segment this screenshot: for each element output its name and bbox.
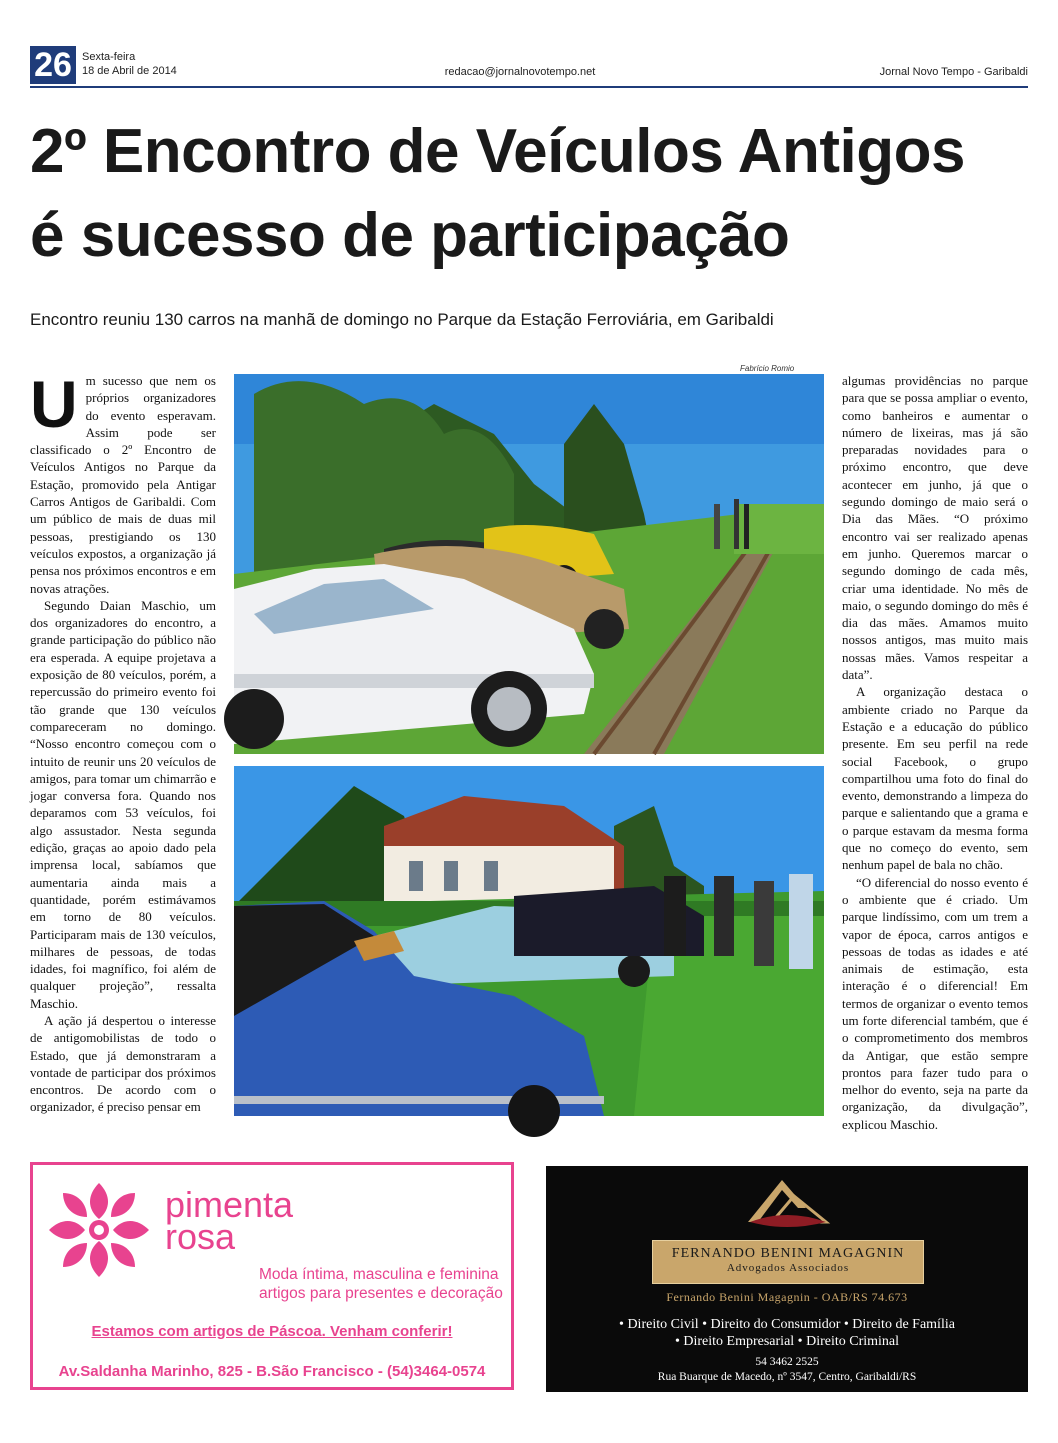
paragraph: m sucesso que nem os próprios organizadores do evento esperavam. Assim pode ser classificado o 2º Encontro de Veículos Antigos no Parque da Estação, promovido pela Antigar Carros Antigos de Garibaldi. Com um público de mais de duas mil pessoas, prestigiando os 130 veículos expostos, a organização já pensa nos próximos encontros e em novas atrações.	[30, 373, 216, 596]
easter-promo: Estamos com artigos de Páscoa. Venham conferir!	[91, 1323, 453, 1340]
article-column-1	[30, 367, 216, 1122]
headline-line-2: é sucesso de participação	[30, 201, 790, 270]
headline-line-1: 2º Encontro de Veículos Antigos	[30, 117, 965, 186]
photo-credit: Fabrício Romio	[740, 364, 795, 373]
paragraph: A ação já despertou o interesse de antigomobilistas de todo o Estado, que já demonstraram a vontade de participar dos próximos encontros. De acordo com o organizador, é preciso pensar em	[30, 1012, 216, 1115]
paragraph: “O diferencial do nosso evento é o ambiente que é criado. Um parque lindíssimo, com um trem a vapor de época, carros antigos e pessoas de todas as idades e até animais de estimação, esta interação é o diferencial! Em termos de organizar o evento temos um forte diferencial também, que é o comprometimento dos membros da Antigar, que estão sempre prontos para fazer tudo para o melhor do evento, seja na parte da organização, da divulgação”, explicou Maschio.	[842, 874, 1028, 1132]
paragraph: Segundo Daian Maschio, um dos organizadores do encontro, a grande participação do público não era esperada. A equipe projetava a exposição de 80 veículos, porém, a repercussão do primeiro evento foi tão grande que 130 veículos compareceram no domingo. “Nosso encontro começou com o intuito de reunir uns 20 veículos de amigos, para tomar um chimarrão e jogar conversa fora. Quando nos deparamos com 53 veículos, foi algo assustador. Nesta segunda edição, graças ao apoio dado pela imprensa local, sabíamos que aumentaria ainda mais a quantidade, porém estimávamos em torno de 80 veículos. Participaram mais de 130 veículos, milhares de pessoas, de todas idades, foi magnífico, foi além de qualquer projeção”, ressalta Maschio.	[30, 597, 216, 1011]
photo-station-and-cars-image	[234, 766, 824, 1116]
header-rule	[30, 86, 1028, 88]
tagline-2: artigos para presentes e decoração	[259, 1285, 503, 1302]
drop-cap: U	[30, 367, 78, 441]
tagline-1: Moda íntima, masculina e feminina	[259, 1266, 499, 1283]
practice-areas	[546, 1316, 1028, 1350]
ad-pimenta-rosa[interactable]	[30, 1162, 514, 1390]
firm-nameplate	[652, 1240, 924, 1284]
newspaper-name: Jornal Novo Tempo - Garibaldi	[879, 66, 1028, 78]
issue-date	[82, 50, 177, 78]
article-column-3	[842, 372, 1028, 1132]
practice-areas-1: • Direito Civil • Direito do Consumidor • Direito de Família	[619, 1317, 955, 1332]
subheadline: Encontro reuniu 130 carros na manhã de domingo no Parque da Estação Ferroviária, em Garibaldi	[30, 310, 774, 329]
brand-name	[165, 1184, 294, 1257]
brand-line-2: rosa	[165, 1216, 236, 1257]
firm-phone: 54 3462 2525	[755, 1356, 819, 1368]
store-address: Av.Saldanha Marinho, 825 - B.São Francisco - (54)3464-0574	[58, 1363, 486, 1380]
ad-law-firm[interactable]	[546, 1166, 1028, 1392]
paragraph: algumas providências no parque para que se possa ampliar o evento, como banheiros e aumentar o número de lixeiras, mas já são preparadas novidades para o próximo encontro, que deve acontecer em junho, já que o segundo domingo de maio será o Dia das Mães. “O próximo encontro vai ser realizado apenas em junho. Queremos marcar o segundo domingo de cada mês, criar uma identidade. No mês de maio, o segundo domingo do mês é dia das mães. Amamos muito nossos antigos, mas muito mais nossas mães. Vamos respeitar a data”.	[842, 373, 1028, 683]
photo-cars-on-railway	[234, 374, 824, 754]
headline	[30, 110, 1030, 278]
firm-type: Advogados Associados	[726, 1262, 850, 1274]
weekday: Sexta-feira	[82, 51, 136, 63]
firm-address: Rua Buarque de Macedo, nº 3547, Centro, Garibaldi/RS	[657, 1371, 917, 1383]
lawyer-oab: Fernando Benini Magagnin - OAB/RS 74.673	[666, 1290, 908, 1304]
mountain-logo-icon	[742, 1172, 832, 1232]
paragraph: A organização destaca o ambiente criado no Parque da Estação e a educação do público presente. Em seu perfil na rede social Facebook, o grupo compartilhou uma foto do final do evento, demonstrando a limpeza do parque e salientando que a grama e o parque estavam da mesma forma que no começo do evento, sem nenhum papel de bala no chão.	[842, 684, 1028, 873]
page-number: 26	[30, 46, 76, 84]
floral-ornament-icon	[43, 1175, 155, 1285]
firm-name: FERNANDO BENINI MAGAGNIN	[671, 1246, 905, 1261]
date: 18 de Abril de 2014	[82, 65, 177, 77]
newsroom-email[interactable]: redacao@jornalnovotempo.net	[444, 66, 596, 78]
brand-line-1: pimenta	[165, 1184, 294, 1225]
photo-station-and-cars	[234, 766, 824, 1116]
practice-areas-2: • Direito Empresarial • Direito Criminal	[674, 1334, 900, 1349]
photo-cars-on-railway-image	[234, 374, 824, 754]
ad-tagline	[259, 1265, 503, 1303]
